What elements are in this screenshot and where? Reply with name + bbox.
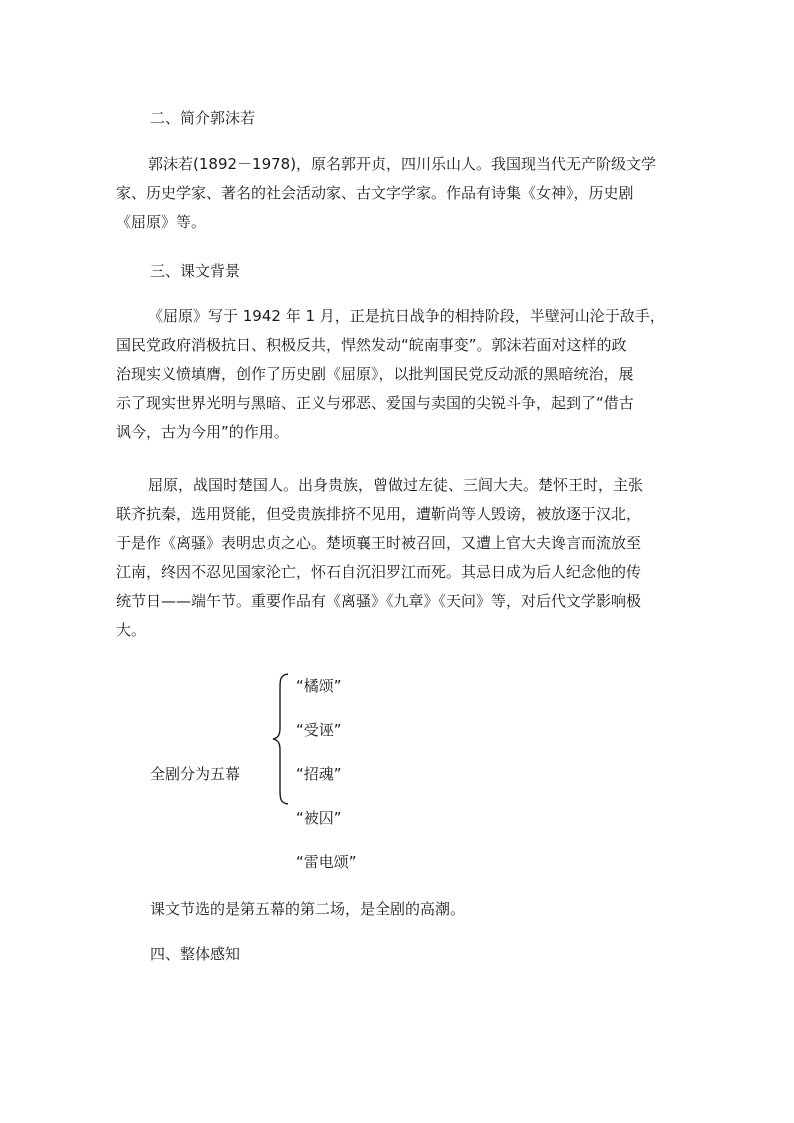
paragraph-line: 《屈原》等。 <box>116 213 207 231</box>
act-item: “招魂” <box>296 765 342 783</box>
left-curly-brace <box>270 672 292 806</box>
act-item: “雷电颂” <box>296 853 357 871</box>
act-item: “橘颂” <box>296 677 342 695</box>
paragraph-line: 讽今，古为今用”的作用。 <box>116 423 289 441</box>
paragraph-line: 江南，终因不忍见国家沦亡，怀石自沉汨罗江而死。其忌日成为后人纪念他的传 <box>116 563 642 581</box>
paragraph-line: 于是作《离骚》表明忠贞之心。楚顷襄王时被召回，又遭上官大夫谗言而流放至 <box>116 534 642 552</box>
paragraph-line: 屈原，战国时楚国人。出身贵族，曾做过左徒、三闾大夫。楚怀王时，主张 <box>148 476 644 494</box>
act-item: “受诬” <box>296 721 342 739</box>
act-item: “被囚” <box>296 809 342 827</box>
excerpt-note: 课文节选的是第五幕的第二场，是全剧的高潮。 <box>150 900 466 918</box>
paragraph-line: 治现实义愤填膺，创作了历史剧《屈原》，以批判国民党反动派的黑暗统治，展 <box>116 365 634 383</box>
paragraph-line: 《屈原》写于 1942 年 1 月，正是抗日战争的相持阶段，半壁河山沦于敌手， <box>148 307 665 325</box>
section-heading-intro-guo-moruo: 二、简介郭沫若 <box>150 109 256 127</box>
paragraph-line: 家、历史学家、著名的社会活动家、古文字学家。作品有诗集《女神》，历史剧 <box>116 184 634 202</box>
paragraph-quyuan-writing-context <box>116 302 686 447</box>
paragraph-line: 示了现实世界光明与黑暗、正义与邪恶、爱国与卖国的尖锐斗争，起到了“借古 <box>116 394 634 412</box>
paragraph-quyuan-biography <box>116 471 686 645</box>
paragraph-line: 统节日——端午节。重要作品有《离骚》《九章》《天问》等，对后代文学影响极 <box>116 592 642 610</box>
paragraph-guo-moruo-bio <box>116 150 686 237</box>
section-heading-background: 三、课文背景 <box>150 262 241 280</box>
acts-label: 全剧分为五幕 <box>150 765 241 783</box>
paragraph-line: 联齐抗秦，选用贤能，但受贵族排挤不见用，遭靳尚等人毁谤，被放逐于汉北， <box>116 505 642 523</box>
paragraph-line: 国民党政府消极抗日、积极反共，悍然发动“皖南事变”。郭沫若面对这样的政 <box>116 336 627 354</box>
section-heading-overall-perception: 四、整体感知 <box>150 945 241 963</box>
paragraph-line: 郭沫若(1892－1978)，原名郭开贞，四川乐山人。我国现当代无产阶级文学 <box>148 155 657 173</box>
paragraph-line: 大。 <box>116 621 147 639</box>
